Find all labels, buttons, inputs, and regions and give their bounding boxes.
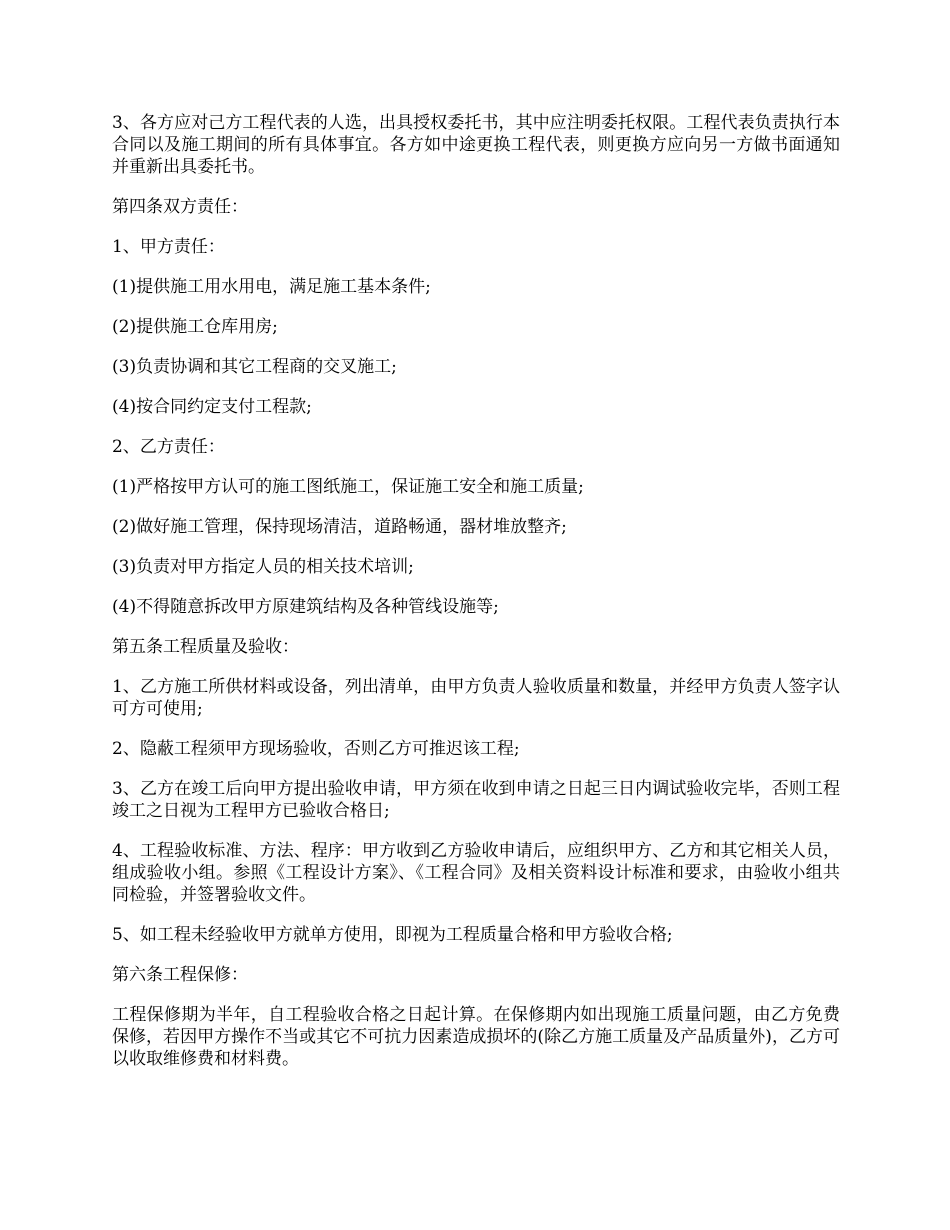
party-a-duty-2: (2)提供施工仓库用房; [112, 317, 278, 337]
acceptance-clause-2: 2、隐蔽工程须甲方现场验收，否则乙方可推迟该工程; [112, 739, 520, 759]
acceptance-clause-4: 4、工程验收标准、方法、程序：甲方收到乙方验收申请后，应组织甲方、乙方和其它相关人员，组成验收小组。参照《工程设计方案》、《工程合同》及相关资料设计标准和要求，由验收小组共同检验，并签署验收文件。 [112, 841, 840, 905]
acceptance-clause-5: 5、如工程未经验收甲方就单方使用，即视为工程质量合格和甲方验收合格; [112, 925, 673, 945]
party-b-duties-heading: 2、乙方责任： [112, 437, 225, 457]
party-a-duties-heading: 1、甲方责任： [112, 237, 225, 257]
acceptance-clause-3: 3、乙方在竣工后向甲方提出验收申请，甲方须在收到申请之日起三日内调试验收完毕，否则工程竣工之日视为工程甲方已验收合格日; [112, 779, 840, 821]
party-a-duty-1: (1)提供施工用水用电，满足施工基本条件; [112, 277, 431, 297]
article-5-heading: 第五条工程质量及验收： [112, 637, 299, 657]
warranty-paragraph: 工程保修期为半年，自工程验收合格之日起计算。在保修期内如出现施工质量问题，由乙方免费保修，若因甲方操作不当或其它不可抗力因素造成损坏的(除乙方施工质量及产品质量外)，乙方可以收取维修费和材料费。 [112, 1005, 840, 1069]
article-6-heading: 第六条工程保修： [112, 965, 248, 985]
party-b-duty-4: (4)不得随意拆改甲方原建筑结构及各种管线设施等; [112, 597, 499, 617]
party-b-duty-1: (1)严格按甲方认可的施工图纸施工，保证施工安全和施工质量; [112, 477, 584, 497]
document-page [112, 112, 840, 1088]
party-b-duty-2: (2)做好施工管理，保持现场清洁，道路畅通，器材堆放整齐; [112, 517, 567, 537]
party-a-duty-3: (3)负责协调和其它工程商的交叉施工; [112, 357, 397, 377]
party-a-duty-4: (4)按合同约定支付工程款; [112, 397, 312, 417]
article-4-heading: 第四条双方责任： [112, 197, 248, 217]
clause-3-representative-authorization: 3、各方应对己方工程代表的人选，出具授权委托书，其中应注明委托权限。工程代表负责执行本合同以及施工期间的所有具体事宜。各方如中途更换工程代表，则更换方应向另一方做书面通知并重新出具委托书。 [112, 113, 840, 177]
party-b-duty-3: (3)负责对甲方指定人员的相关技术培训; [112, 557, 414, 577]
acceptance-clause-1: 1、乙方施工所供材料或设备，列出清单，由甲方负责人验收质量和数量，并经甲方负责人签字认可方可使用; [112, 677, 840, 719]
